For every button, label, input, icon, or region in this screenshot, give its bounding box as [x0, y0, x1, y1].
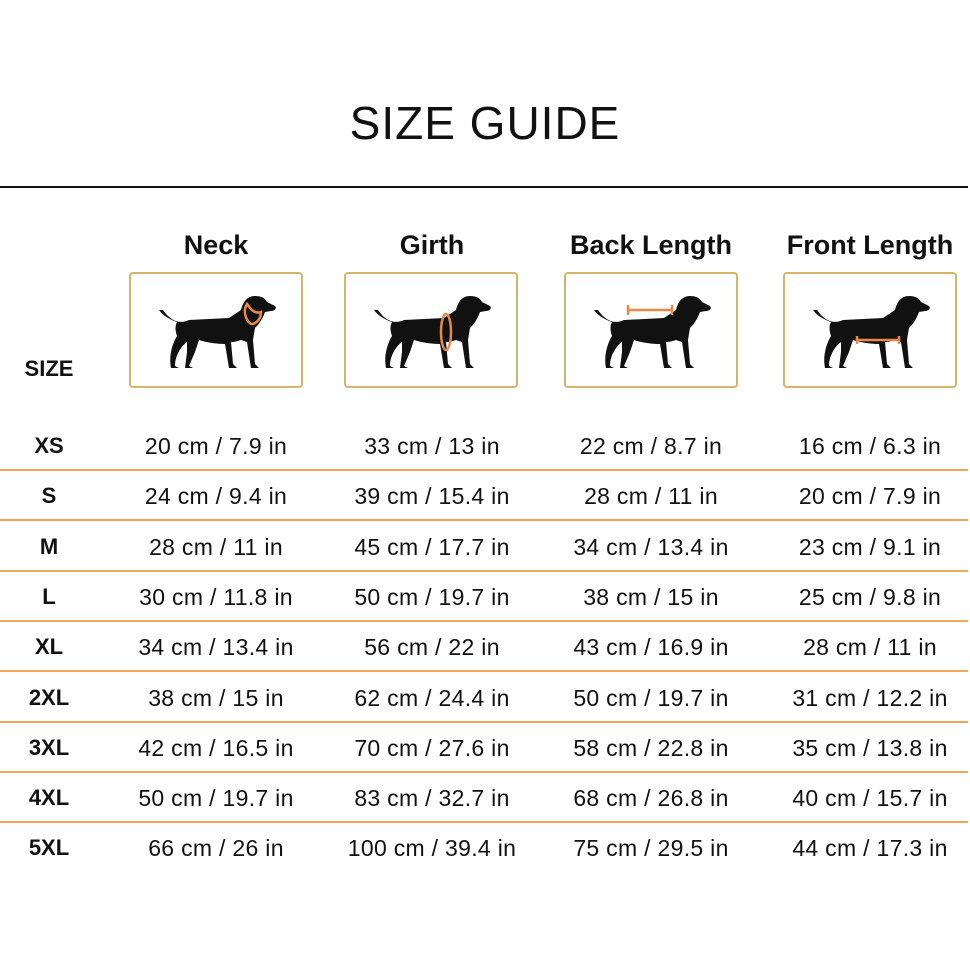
dog-girth-icon [356, 280, 506, 380]
measure-cell: 38 cm / 15 in [148, 684, 284, 711]
measure-cell: 100 cm / 39.4 in [347, 835, 517, 862]
size-label: 4XL [28, 785, 70, 811]
measure-cell: 34 cm / 13.4 in [573, 533, 729, 560]
measure-cell: 75 cm / 29.5 in [573, 835, 729, 862]
dog-back-length-icon [576, 280, 726, 380]
measure-cell: 20 cm / 7.9 in [798, 483, 942, 510]
size-label: 5XL [28, 835, 70, 861]
table-row [0, 673, 968, 723]
size-label: XL [34, 634, 64, 660]
measure-cell: 34 cm / 13.4 in [138, 634, 294, 661]
size-label: M [39, 533, 59, 559]
neck-measure-card [129, 272, 303, 388]
measure-cell: 23 cm / 9.1 in [798, 533, 942, 560]
measure-cell: 70 cm / 27.6 in [354, 734, 510, 761]
measure-cell: 44 cm / 17.3 in [792, 835, 948, 862]
table-row [0, 622, 968, 672]
measure-cell: 42 cm / 16.5 in [138, 734, 294, 761]
measure-cell: 39 cm / 15.4 in [354, 483, 510, 510]
size-label: L [42, 583, 56, 609]
size-label: XS [34, 433, 64, 458]
measure-cell: 30 cm / 11.8 in [139, 583, 293, 610]
girth-measure-card [344, 272, 518, 388]
column-header-neck: Neck [183, 230, 249, 260]
measure-cell: 33 cm / 13 in [364, 433, 500, 459]
column-header-girth: Girth [399, 230, 465, 260]
size-label: 2XL [28, 684, 70, 710]
measure-cell: 50 cm / 19.7 in [354, 583, 510, 610]
measure-cell: 38 cm / 15 in [583, 583, 719, 610]
measure-cell: 43 cm / 16.9 in [573, 634, 729, 661]
dog-front-length-icon [795, 280, 945, 380]
front-length-measure-card [783, 272, 957, 388]
measure-cell: 24 cm / 9.4 in [144, 483, 288, 510]
measure-cell: 68 cm / 26.8 in [573, 785, 729, 812]
measure-cell: 45 cm / 17.7 in [354, 533, 510, 560]
size-label: S [41, 483, 57, 509]
column-header-back-length: Back Length [569, 230, 733, 260]
title-divider [0, 186, 968, 188]
measure-cell: 56 cm / 22 in [364, 634, 500, 661]
measure-cell: 58 cm / 22.8 in [573, 734, 729, 761]
measure-cell: 62 cm / 24.4 in [354, 684, 510, 711]
table-row [0, 723, 968, 773]
measure-cell: 25 cm / 9.8 in [798, 583, 942, 610]
measure-cell: 31 cm / 12.2 in [792, 684, 948, 711]
table-row [0, 773, 968, 823]
table-row [0, 471, 968, 521]
measure-cell: 35 cm / 13.8 in [792, 734, 948, 761]
measure-cell: 20 cm / 7.9 in [144, 433, 288, 459]
measure-cell: 28 cm / 11 in [584, 483, 718, 510]
measure-cell: 28 cm / 11 in [803, 634, 937, 661]
dog-neck-icon [141, 280, 291, 380]
measure-cell: 66 cm / 26 in [148, 835, 284, 862]
size-column-header: SIZE [24, 356, 74, 381]
measure-cell: 40 cm / 15.7 in [792, 785, 948, 812]
column-header-front-length: Front Length [786, 230, 954, 260]
table-row [0, 823, 968, 873]
measure-cell: 28 cm / 11 in [149, 533, 283, 560]
table-row [0, 522, 968, 572]
table-row [0, 572, 968, 622]
measure-cell: 50 cm / 19.7 in [573, 684, 729, 711]
measure-cell: 50 cm / 19.7 in [138, 785, 294, 812]
table-row [0, 421, 968, 471]
measure-cell: 22 cm / 8.7 in [579, 433, 723, 459]
measure-cell: 16 cm / 6.3 in [798, 433, 942, 459]
measure-cell: 83 cm / 32.7 in [354, 785, 510, 812]
size-label: 3XL [28, 734, 70, 760]
page-title: SIZE GUIDE [349, 97, 621, 149]
back-length-measure-card [564, 272, 738, 388]
